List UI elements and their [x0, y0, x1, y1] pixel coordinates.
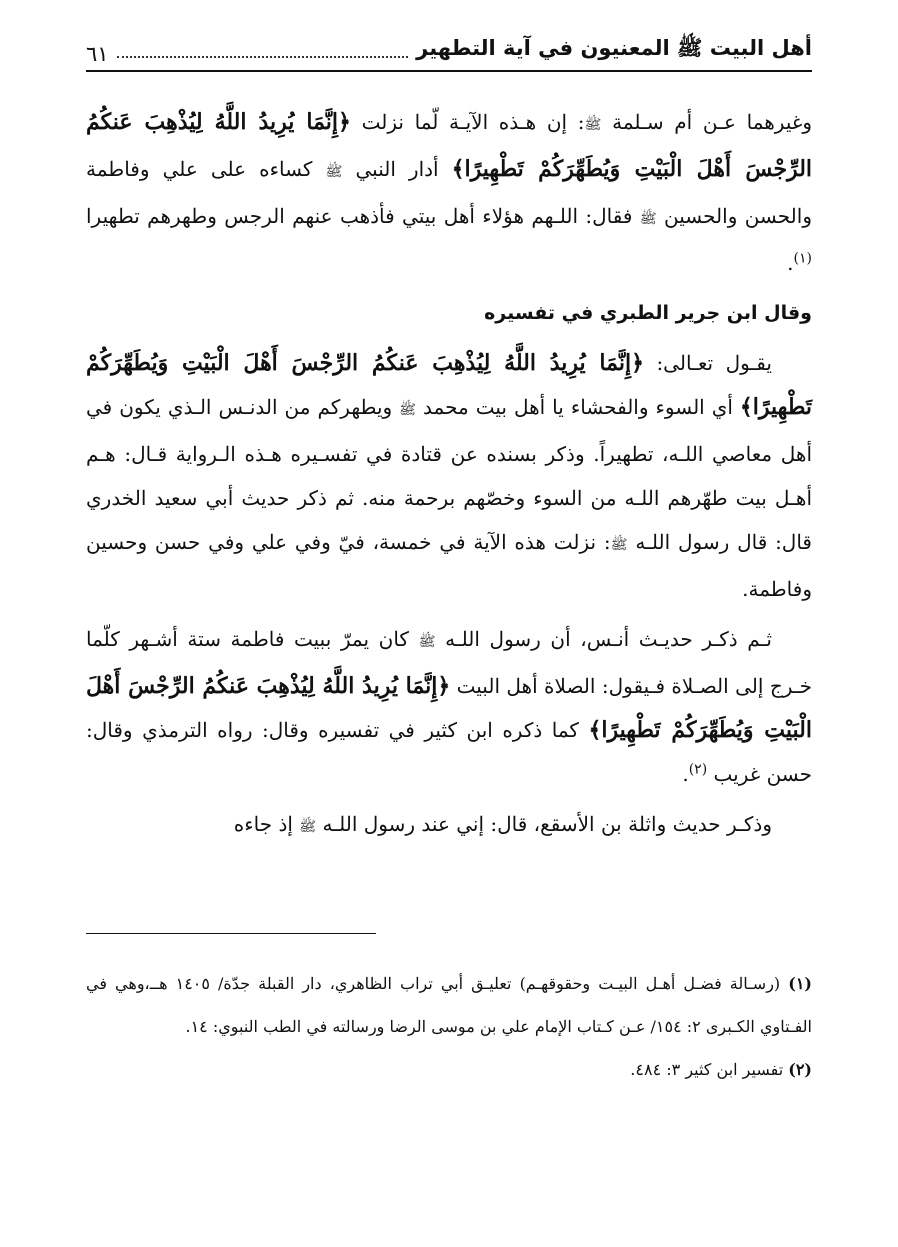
section-heading: وقال ابن جرير الطبري في تفسيره	[484, 302, 812, 324]
running-header	[86, 30, 812, 72]
honorific-symbol: ﷺ	[584, 117, 602, 133]
header-title: أهل البيت ﷺ المعنيون في آية التطهير	[416, 36, 812, 60]
footnote-text: تفسير ابن كثير ٣: ٤٨٤.	[630, 1060, 784, 1079]
footnote-number: (١)	[788, 974, 812, 993]
footnote-text: (رسـالة فضـل أهـل البيـت وحقوقهـم) تعليـق أبي تراب الظاهري، دار القبلة جدّة/ ١٤٠٥ هــ،وهي في الفـتاوي الكـبرى ٢: ١٥٤/ عـن كـتاب الإمام علي بن موسى الرضا ورسالته في الطب النبوي: ١٤.	[86, 974, 812, 1036]
page-number: ٦١	[86, 42, 109, 66]
footnotes	[86, 962, 812, 1091]
paragraph-1: وغيرهما عـن أم سـلمة ﷺ: إن هـذه الآيـة لّما نزلت ﴿إِنَّمَا يُرِيدُ اللَّهُ لِيُذْهِبَ عَنكُمُ الرِّجْسَ أَهْلَ الْبَيْتِ وَيُطَهِّرَكُمْ تَطْهِيرًا﴾ أدار النبي ﷺ كساءه على علي وفاطمة والحسن والحسين ﷺ فقال: اللـهم هؤلاء أهل بيتي فأذهب عنهم الرجس وطهرهم تطهيرا $^{(١)}$.	[86, 109, 813, 275]
paragraph-2: يقـول تعـالى: ﴿إِنَّمَا يُرِيدُ اللَّهُ لِيُذْهِبَ عَنكُمُ الرِّجْسَ أَهْلَ الْبَيْتِ وَيُطَهِّرَكُمْ تَطْهِيرًا﴾ أي السوء والفحشاء يا أهل بيت محمد ﷺ ويطهركم من الدنـس الـذي يكون في أهل معاصي اللـه، تطهيراً. وذكر بسنده عن قتادة في تفسـيره هـذه الـرواية قـال: هـم أهـل بيت طهّرهم اللـه من السوء وخصّهم برحمة منه. ثم ذكر حديث أبي سعيد الخدري قال: قال رسول اللـه ﷺ: نزلت هذه الآية في خمسة، فيّ وفي علي وفي حسن وحسين وفاطمة.	[86, 350, 812, 601]
paragraph-3: ثـم ذكـر حديـث أنـس، أن رسول اللـه ﷺ كان يمرّ ببيت فاطمة ستة أشـهر كلّما خـرج إلى الصـلاة فـيقول: الصلاة أهل البيت ﴿إِنَّمَا يُرِيدُ اللَّهُ لِيُذْهِبَ عَنكُمُ الرِّجْسَ أَهْلَ الْبَيْتِ وَيُطَهِّرَكُمْ تَطْهِيرًا﴾ كما ذكره ابن كثير في تفسيره وقال: رواه الترمذي وقال: حسن غريب $^{(٢)}$.	[86, 627, 813, 786]
honorific-symbol: ﷺ	[399, 402, 417, 418]
paragraph-4: وذكـر حديث واثلة بن الأسقع، قال: إني عند رسول اللـه ﷺ إذ جاءه	[233, 812, 772, 836]
quran-verse: ﴿إِنَّمَا يُرِيدُ اللَّهُ لِيُذْهِبَ عَنكُمُ الرِّجْسَ أَهْلَ الْبَيْتِ وَيُطَهِّرَكُمْ تَطْهِيرًا﴾	[86, 350, 812, 420]
footnote-1	[86, 962, 812, 1048]
honorific-symbol: ﷺ	[610, 537, 628, 553]
honorific-symbol: ﷺ	[418, 634, 436, 650]
main-text	[86, 100, 812, 855]
footnote-ref-1: (١)	[793, 250, 812, 267]
honorific-symbol: ﷺ	[325, 164, 343, 180]
footnote-2	[86, 1048, 812, 1091]
footnote-separator	[86, 933, 376, 934]
honorific-symbol: ﷺ	[639, 211, 657, 227]
footnote-ref-2: (٢)	[688, 761, 708, 778]
header-dot-leader	[117, 56, 409, 58]
quran-verse: ﴿إِنَّمَا يُرِيدُ اللَّهُ لِيُذْهِبَ عَنكُمُ الرِّجْسَ أَهْلَ الْبَيْتِ وَيُطَهِّرَكُمْ تَطْهِيرًا﴾	[86, 673, 813, 743]
footnote-number: (٢)	[788, 1060, 812, 1079]
honorific-symbol: ﷺ	[299, 819, 317, 835]
quran-verse: ﴿إِنَّمَا يُرِيدُ اللَّهُ لِيُذْهِبَ عَنكُمُ الرِّجْسَ أَهْلَ الْبَيْتِ وَيُطَهِّرَكُمْ تَطْهِيرًا﴾	[86, 109, 813, 182]
